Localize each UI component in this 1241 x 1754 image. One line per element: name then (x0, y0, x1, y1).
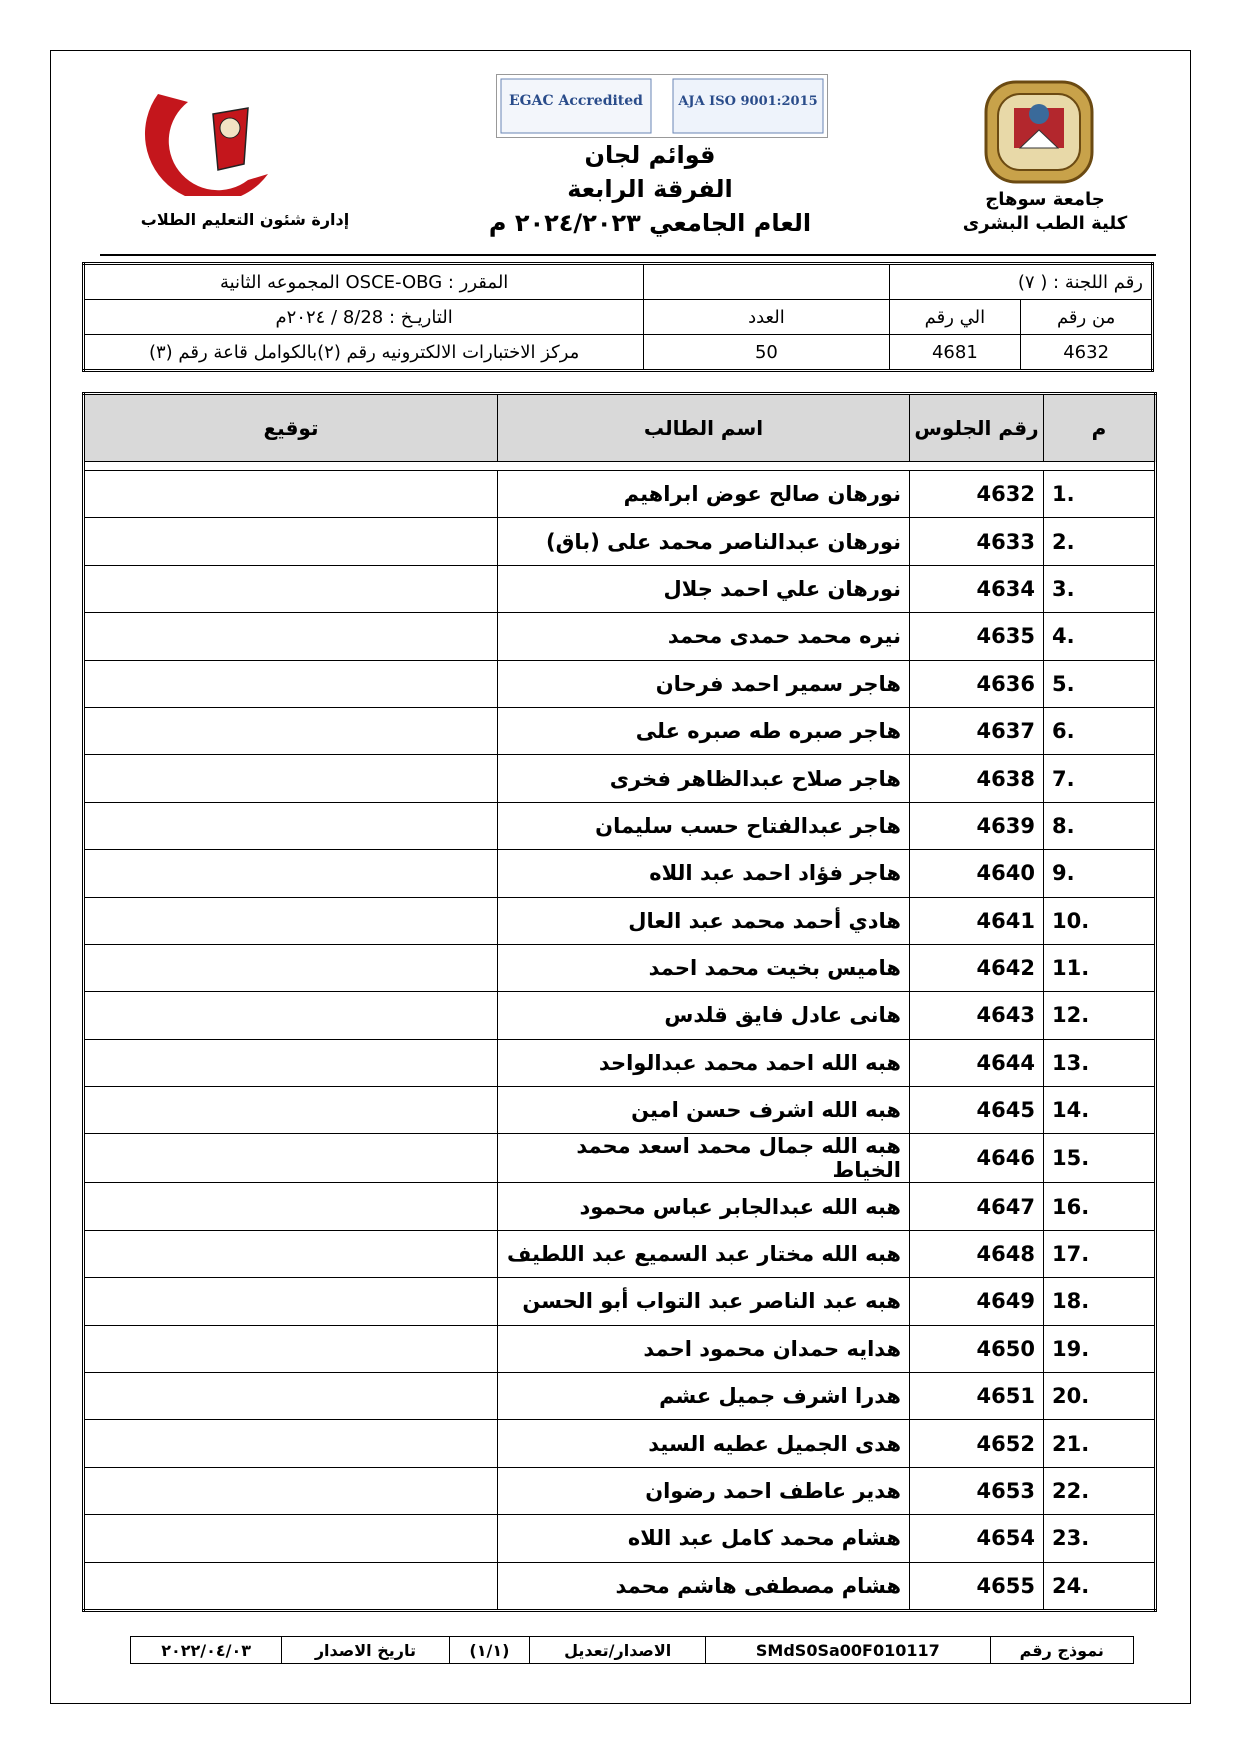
table-row (84, 1039, 1156, 1086)
row-index: 22. (1044, 1467, 1156, 1514)
seat-number: 4648 (910, 1230, 1044, 1277)
exam-date: التاريـخ : 8/28 / ٢٠٢٤م (84, 300, 644, 335)
seat-number: 4637 (910, 707, 1044, 754)
row-index: 19. (1044, 1325, 1156, 1372)
table-row (84, 1134, 1156, 1183)
row-index: 7. (1044, 755, 1156, 802)
student-name: هدرا اشرف جميل عشم (498, 1373, 910, 1420)
signature-cell (84, 897, 498, 944)
row-index: 23. (1044, 1515, 1156, 1562)
gap-cell (84, 462, 1156, 471)
from-number: 4632 (1021, 335, 1153, 371)
signature-cell (84, 660, 498, 707)
student-name: هدايه حمدان محمود احمد (498, 1325, 910, 1372)
student-name: هبه الله عبدالجابر عباس محمود (498, 1183, 910, 1230)
course-name: المقرر : OSCE-OBG المجموعه الثانية (84, 264, 644, 300)
student-name: هبه الله اشرف حسن امين (498, 1087, 910, 1134)
seat-number: 4636 (910, 660, 1044, 707)
signature-cell (84, 1515, 498, 1562)
row-index: 24. (1044, 1562, 1156, 1610)
signature-cell (84, 755, 498, 802)
table-row (84, 1087, 1156, 1134)
student-name: هشام محمد كامل عبد اللاه (498, 1515, 910, 1562)
header-level: الفرقة الرابعة (567, 175, 733, 203)
signature-cell (84, 992, 498, 1039)
signature-cell (84, 1230, 498, 1277)
table-row (84, 1515, 1156, 1562)
student-name: هاجر صبره طه صبره على (498, 707, 910, 754)
form-number-label: نموذج رقم (990, 1637, 1133, 1664)
table-row (84, 518, 1156, 565)
seat-number: 4644 (910, 1039, 1044, 1086)
student-name: هبه الله جمال محمد اسعد محمد الخياط (498, 1134, 910, 1183)
committee-number: رقم اللجنة : ( ٧) (889, 264, 1152, 300)
student-name: هادي أحمد محمد عبد العال (498, 897, 910, 944)
row-index: 21. (1044, 1420, 1156, 1467)
header-year: العام الجامعي ٢٠٢٤/٢٠٢٣ م (488, 209, 812, 237)
table-row (84, 1325, 1156, 1372)
student-name: هدى الجميل عطيه السيد (498, 1420, 910, 1467)
table-row (84, 755, 1156, 802)
row-index: 1. (1044, 471, 1156, 518)
student-name: هانى عادل فايق قلدس (498, 992, 910, 1039)
signature-cell (84, 1183, 498, 1230)
seat-number: 4652 (910, 1420, 1044, 1467)
issue-date: ٢٠٢٢/٠٤/٠٣ (131, 1637, 282, 1664)
signature-cell (84, 613, 498, 660)
from-label: من رقم (1021, 300, 1153, 335)
signature-cell (84, 707, 498, 754)
university-seal-logo (980, 78, 1098, 186)
row-index: 18. (1044, 1278, 1156, 1325)
seat-number: 4638 (910, 755, 1044, 802)
signature-cell (84, 1467, 498, 1514)
col-header-index: م (1044, 394, 1156, 462)
issue-date-label: تاريخ الاصدار (282, 1637, 449, 1664)
row-index: 9. (1044, 850, 1156, 897)
header-gap-row (84, 462, 1156, 471)
department-name: إدارة شئون التعليم الطلاب (140, 210, 350, 229)
signature-cell (84, 1039, 498, 1086)
row-index: 16. (1044, 1183, 1156, 1230)
student-name: هاجر فؤاد احمد عبد اللاه (498, 850, 910, 897)
table-row (84, 1278, 1156, 1325)
seat-number: 4650 (910, 1325, 1044, 1372)
seat-number: 4651 (910, 1373, 1044, 1420)
student-name: نورهان صالح عوض ابراهيم (498, 471, 910, 518)
info-empty-cell (644, 264, 889, 300)
seat-number: 4642 (910, 944, 1044, 991)
student-name: هاميس بخيت محمد احمد (498, 944, 910, 991)
form-footer (130, 1636, 1134, 1664)
table-row (84, 660, 1156, 707)
student-name: نورهان علي احمد جلال (498, 565, 910, 612)
signature-cell (84, 944, 498, 991)
seat-number: 4653 (910, 1467, 1044, 1514)
row-index: 11. (1044, 944, 1156, 991)
certification-banner (496, 74, 828, 138)
student-name: هبه الله احمد محمد عبدالواحد (498, 1039, 910, 1086)
seat-number: 4649 (910, 1278, 1044, 1325)
student-name: هشام مصطفى هاشم محمد (498, 1562, 910, 1610)
signature-cell (84, 1562, 498, 1610)
table-row (84, 897, 1156, 944)
seat-number: 4639 (910, 802, 1044, 849)
egac-text: EGAC Accredited (509, 93, 643, 109)
signature-cell (84, 1373, 498, 1420)
seat-number: 4633 (910, 518, 1044, 565)
form-code: SMdS0Sa00F010117 (706, 1637, 990, 1664)
seat-number: 4634 (910, 565, 1044, 612)
edition-label: الاصدار/تعديل (530, 1637, 706, 1664)
signature-cell (84, 802, 498, 849)
student-name: هاجر سمير احمد فرحان (498, 660, 910, 707)
count-label: العدد (644, 300, 889, 335)
signature-cell (84, 471, 498, 518)
col-header-name: اسم الطالب (498, 394, 910, 462)
table-row (84, 1373, 1156, 1420)
row-index: 15. (1044, 1134, 1156, 1183)
row-index: 8. (1044, 802, 1156, 849)
header-title: قوائم لجان (584, 141, 716, 169)
committee-info-table (82, 262, 1154, 372)
header-titles (440, 138, 860, 240)
student-count: 50 (644, 335, 889, 371)
col-header-seat: رقم الجلوس (910, 394, 1044, 462)
students-table (82, 392, 1157, 1612)
table-row (84, 613, 1156, 660)
edition-value: (١/١) (449, 1637, 530, 1664)
seat-number: 4646 (910, 1134, 1044, 1183)
seat-number: 4655 (910, 1562, 1044, 1610)
table-row (84, 1420, 1156, 1467)
student-name: نيره محمد حمدى محمد (498, 613, 910, 660)
signature-cell (84, 565, 498, 612)
table-row (84, 707, 1156, 754)
seat-number: 4645 (910, 1087, 1044, 1134)
seat-number: 4640 (910, 850, 1044, 897)
university-name: جامعة سوهاج (985, 189, 1105, 210)
signature-cell (84, 1134, 498, 1183)
seat-number: 4635 (910, 613, 1044, 660)
signature-cell (84, 1087, 498, 1134)
table-row (84, 944, 1156, 991)
row-index: 14. (1044, 1087, 1156, 1134)
col-header-signature: توقيع (84, 394, 498, 462)
table-row (84, 1183, 1156, 1230)
table-row (84, 850, 1156, 897)
seat-number: 4632 (910, 471, 1044, 518)
row-index: 10. (1044, 897, 1156, 944)
table-row (84, 1562, 1156, 1610)
seat-number: 4654 (910, 1515, 1044, 1562)
header-divider (100, 254, 1156, 256)
table-row (84, 471, 1156, 518)
row-index: 2. (1044, 518, 1156, 565)
student-name: هاجر صلاح عبدالظاهر فخرى (498, 755, 910, 802)
to-number: 4681 (889, 335, 1021, 371)
table-row (84, 565, 1156, 612)
seat-number: 4643 (910, 992, 1044, 1039)
exam-location: مركز الاختبارات الالكترونيه رقم (٢)بالكوامل قاعة رقم (٣) (84, 335, 644, 371)
student-name: هدير عاطف احمد رضوان (498, 1467, 910, 1514)
row-index: 6. (1044, 707, 1156, 754)
seat-number: 4641 (910, 897, 1044, 944)
table-row (84, 1467, 1156, 1514)
table-row (84, 802, 1156, 849)
row-index: 5. (1044, 660, 1156, 707)
row-index: 4. (1044, 613, 1156, 660)
signature-cell (84, 1278, 498, 1325)
faculty-name: كلية الطب البشرى (962, 213, 1128, 234)
university-block (960, 188, 1130, 236)
student-name: هاجر عبدالفتاح حسب سليمان (498, 802, 910, 849)
table-body (84, 462, 1156, 1611)
signature-cell (84, 1420, 498, 1467)
table-row (84, 1230, 1156, 1277)
student-name: هبه عبد الناصر عبد التواب أبو الحسن (498, 1278, 910, 1325)
to-label: الي رقم (889, 300, 1021, 335)
row-index: 17. (1044, 1230, 1156, 1277)
student-name: هبه الله مختار عبد السميع عبد اللطيف (498, 1230, 910, 1277)
table-row (84, 992, 1156, 1039)
row-index: 13. (1044, 1039, 1156, 1086)
signature-cell (84, 1325, 498, 1372)
faculty-logo (118, 84, 308, 196)
table-header-row (84, 394, 1156, 462)
seat-number: 4647 (910, 1183, 1044, 1230)
row-index: 20. (1044, 1373, 1156, 1420)
signature-cell (84, 518, 498, 565)
aja-text: AJA ISO 9001:2015 (678, 94, 818, 109)
row-index: 3. (1044, 565, 1156, 612)
signature-cell (84, 850, 498, 897)
row-index: 12. (1044, 992, 1156, 1039)
student-name: نورهان عبدالناصر محمد على (باق) (498, 518, 910, 565)
